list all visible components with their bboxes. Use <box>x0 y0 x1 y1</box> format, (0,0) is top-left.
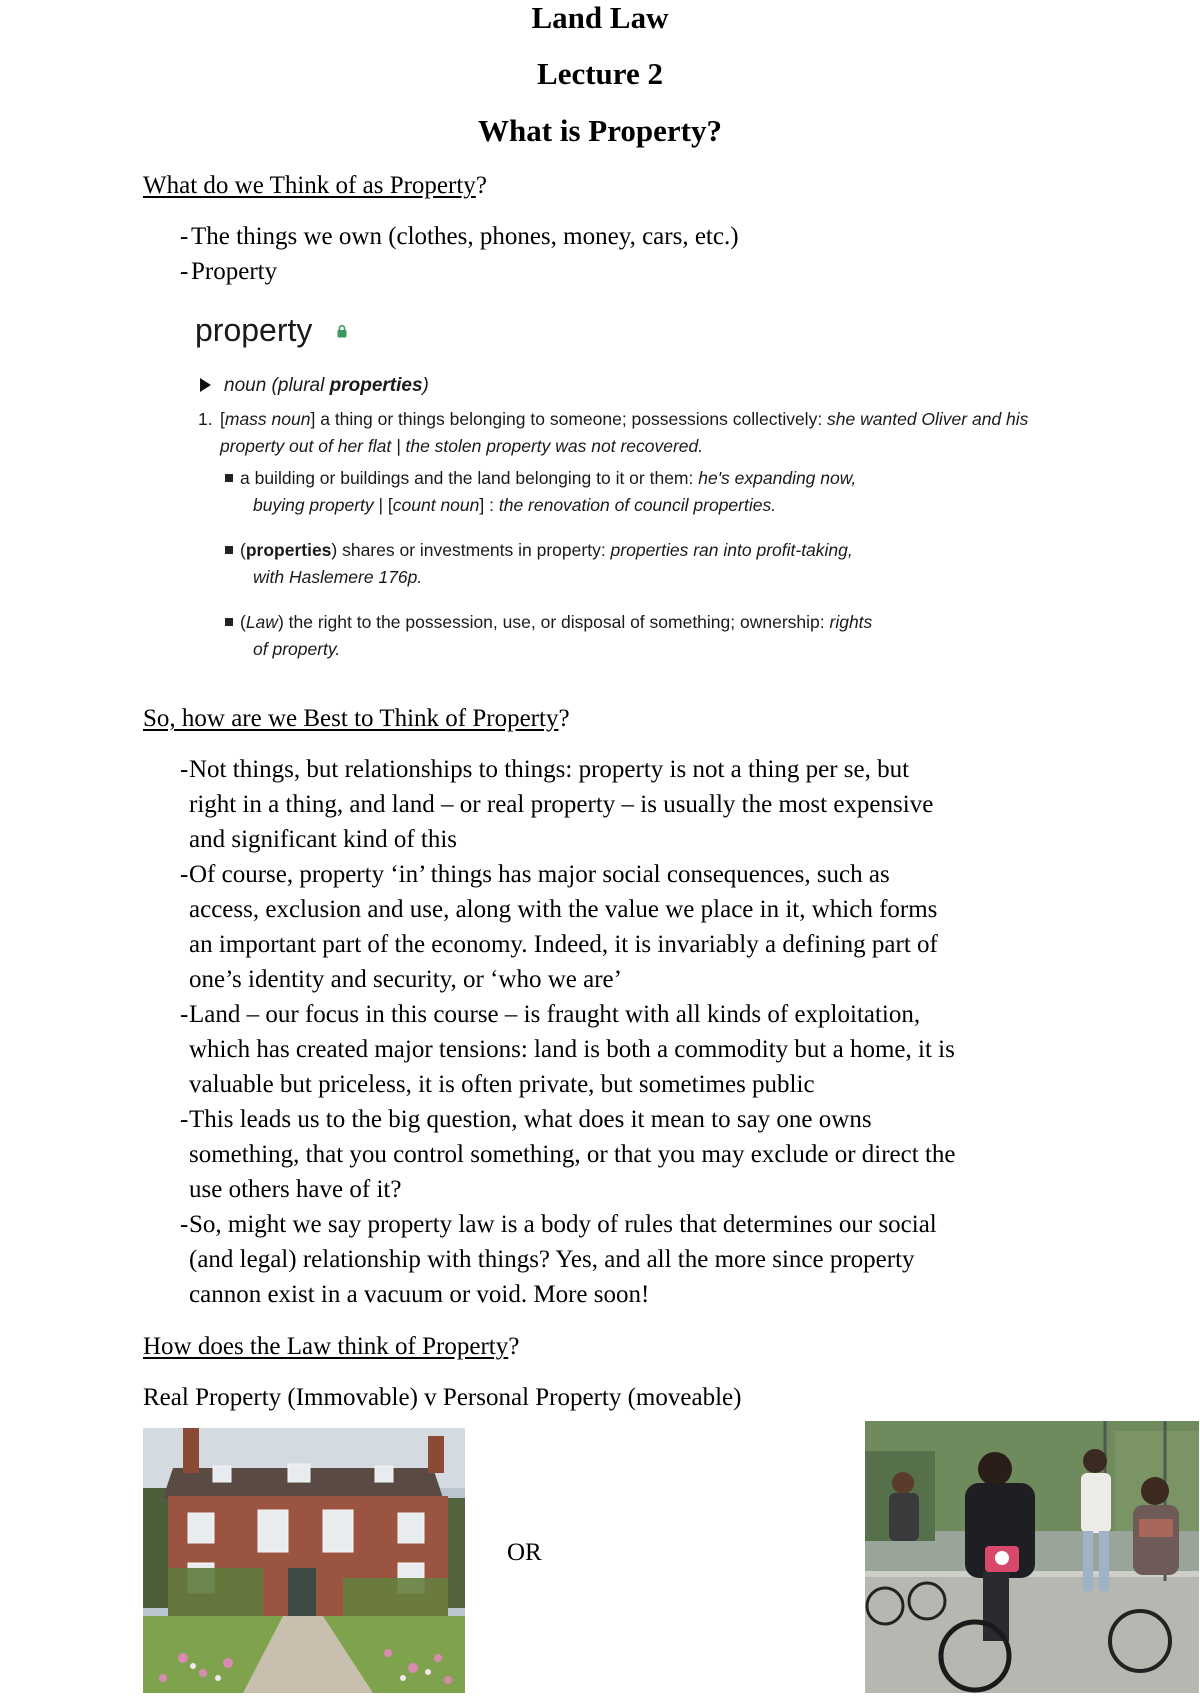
lock-icon <box>337 324 347 338</box>
bullet-item: - This leads us to the big question, what does it mean to say one owns something, that you control something, or that you may exclude or direct the use others have of it? <box>180 1106 956 1203</box>
sub-definition: (properties) shares or investments in property: properties ran into profit-taking, with Haslemere 176p. <box>225 537 885 591</box>
bullet-item: - Property <box>180 258 278 285</box>
part-of-speech: noun (plural properties) <box>200 374 429 398</box>
section-heading-what-do-we-think: What do we Think of as Property? <box>143 172 487 199</box>
square-bullet-icon <box>225 474 233 482</box>
sub-definition: (Law) the right to the possession, use, or disposal of something; ownership: rights of property. <box>225 609 885 663</box>
section-heading-law-think: How does the Law think of Property? <box>143 1333 520 1360</box>
real-vs-personal-subheading: Real Property (Immovable) v Personal Property (moveable) <box>143 1384 742 1411</box>
bullet-item: - Not things, but relationships to things: property is not a thing per se, but right in a thing, and land – or real property – is usually the most expensive and significant kind of this <box>180 756 934 853</box>
triangle-bullet-icon <box>200 378 211 392</box>
dictionary-headword: property <box>195 312 313 348</box>
lecture-topic: What is Property? <box>478 113 722 148</box>
bullet-item: - So, might we say property law is a body of rules that determines our social (and legal) relationship with things? Yes, and all the more since property cannon exist in a vacuum or void. More soon! <box>180 1211 937 1308</box>
course-title: Land Law <box>531 0 669 35</box>
lecture-number: Lecture 2 <box>537 56 663 91</box>
brick-house-photo <box>143 1428 465 1693</box>
bullet-item: - The things we own (clothes, phones, money, cars, etc.) <box>180 223 739 250</box>
cyclists-photo <box>865 1421 1199 1693</box>
section-heading-how-best-to-think: So, how are we Best to Think of Property? <box>143 705 570 732</box>
definition-1: 1. [mass noun] a thing or things belonging to someone; possessions collectively: she wanted Oliver and his property out of her flat | the stolen property was not recovered. <box>198 409 1029 456</box>
square-bullet-icon <box>225 546 233 554</box>
square-bullet-icon <box>225 618 233 626</box>
bullet-item: - Of course, property ‘in’ things has major social consequences, such as access, exclusion and use, along with the value we place in it, which forms an important part of the economy. Indeed, it is invariably a defining part of one’s identity and security, or ‘who we are’ <box>180 861 938 993</box>
sub-definition: a building or buildings and the land belonging to it or them: he's expanding now, buying property | [count noun] : the renovation of council properties. <box>225 465 885 519</box>
or-label: OR <box>507 1539 542 1566</box>
bullet-item: - Land – our focus in this course – is fraught with all kinds of exploitation, which has created major tensions: land is both a commodity but a home, it is valuable but priceless, it is often private, but sometimes public <box>180 1001 955 1098</box>
